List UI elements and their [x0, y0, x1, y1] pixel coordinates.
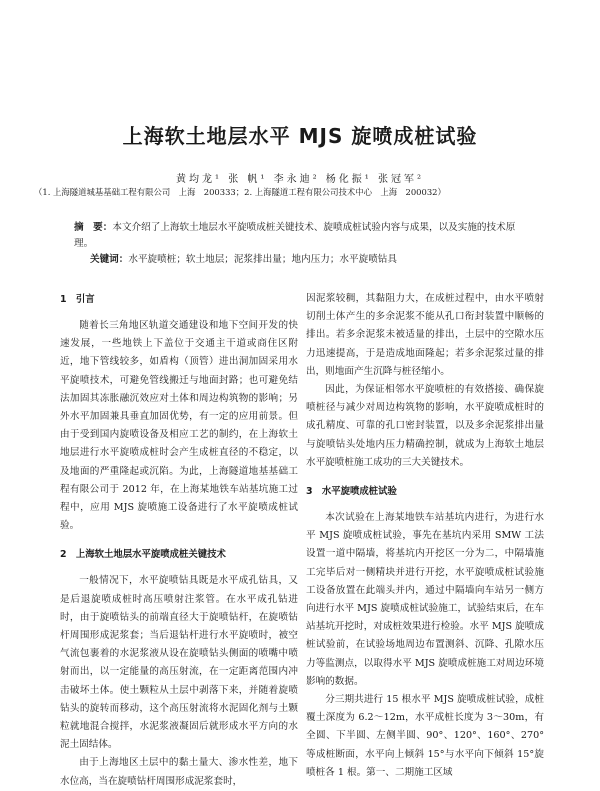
section-2-paragraph-3: 因此，为保证相邻水平旋喷桩的有效搭接、确保旋喷桩径与减少对周边构筑物的影响，水平旋喷成桩时的成孔精度、可靠的孔口密封装置，以及多余泥浆排出量与旋喷钻头处地内压力精确控制，就成为上海软土地层水平旋喷桩施工成功的三大关键技术。: [306, 384, 544, 468]
paper-title: 上海软土地层水平 MJS 旋喷成桩试验: [122, 124, 478, 148]
section-2-paragraph-2: 由于上海地区土层中的黏土量大、渗水性差，地下水位高，当在旋喷钻杆周围形成泥浆套时，: [60, 757, 298, 787]
section-3-paragraph-1: 本次试验在上海某地铁车站基坑内进行，为进行水平 MJS 旋喷成桩试验，事先在基坑内采用 SMW 工法设置一道中隔墙，将基坑内开挖区一分为二，中隔墙施工完毕后对一侧精块并进行开挖，水平旋喷成桩试验施工设备放置在此端头并内，通过中隔墙向车站另一侧方向进行水平 MJS 旋喷成桩试验施工，试验结束后，在车站基坑开挖时，对成桩效果进行检验。水平 MJS 旋喷成桩试验前，在试验场地周边布置测斜、沉降、孔隙水压力等监测点，以取得水平 MJS 旋喷成桩施工对周边环境影响的数据。: [306, 512, 544, 687]
author-list: 黄均龙¹ 张 帆¹ 李永迪² 杨化振¹ 张冠军²: [176, 174, 424, 185]
abstract: [74, 220, 534, 251]
section-2-heading: 2 上海软土地层水平旋喷成桩关键技术: [60, 549, 226, 561]
left-column: [60, 290, 298, 791]
abstract-label: 摘 要：: [74, 222, 113, 233]
section-2-continuation: 因泥浆较稠，其黏阻力大，在成桩过程中，由水平喷射切削土体产生的多余泥浆不能从孔口衔封装置中顺畅的排出。若多余泥浆未被适量的排出，土层中的空隙水压力迅速提高，于是造成地面隆起；若多余泥浆过量的排出，则地面产生沉降与桩径缩小。: [306, 293, 544, 377]
keywords-text: 水平旋喷桩；软土地层；泥浆排出量；地内压力；水平旋喷钻具: [128, 254, 397, 265]
section-3-heading: 3 水平旋喷成桩试验: [306, 486, 397, 498]
keywords-label: 关键词：: [90, 254, 129, 265]
right-column: [306, 290, 544, 782]
section-1-paragraph: 随着长三角地区轨道交通建设和地下空间开发的快速发展，一些地铁上下盖位于交通主干道或商住区附近，地下管线较多，如盾构（顶管）进出洞加固采用水平旋喷技术，可避免管线搬迁与地面封路；也可避免结法加固其冻胀融沉效应对土体和周边构筑物的影响；另外水平加固兼具垂直加固优势，有一定的应用前景。但由于受到国内旋喷设备及相应工艺的制约，在上海软土地层进行水平旋喷成桩时会产生成桩直径的不稳定，以及地面的严重隆起或沉陷。为此，上海隧道地基基础工程有限公司于 2012 年，在上海某地铁车站基坑施工过程中，应用 MJS 旋喷施工设备进行了水平旋喷成桩试验。: [60, 320, 298, 532]
keywords: [90, 252, 540, 267]
section-1-heading: 1 引言: [60, 294, 95, 305]
section-2-paragraph-1: 一般情况下，水平旋喷钻具既是水平成孔钻具，又是后退旋喷成桩时高压喷射注浆管。在水平成孔钻进时，由于旋喷钻头的前端直径大于旋喷钻杆，在旋喷钻杆周围形成泥浆套；当后退钻杆进行水平旋喷时，被空气流包裹着的水泥浆液从设在旋喷钻头侧面的喷嘴中喷射而出，以一定能量的高压射流，在一定距离范围内冲击破坏土体。使土颗粒从土层中剥落下来，并随着旋喷钻头的旋转而移动，这个高压射流将水泥固化剂与土颗粒就地混合搅拌，水泥浆液凝固后就形成水平方向的水泥土固结体。: [60, 575, 298, 751]
abstract-text: 本文介绍了上海软土地层水平旋喷成桩关键技术、旋喷成桩试验内容与成果，以及实施的技术原理。: [74, 222, 516, 249]
section-3-paragraph-2: 分三期共进行 15 根水平 MJS 旋喷成桩试验，成桩覆土深度为 6.2～12m，水平成桩长度为 3～30m，有全圆、下半圆、左侧半圆、90°、120°、160°、270°等成桩断面，水平向上倾斜 15°与水平向下倾斜 15°旋喷桩各 1 根。第一、二期施工区域: [306, 694, 544, 778]
affiliations: （1. 上海隧道城基基础工程有限公司 上海 200333；2. 上海隧道工程有限公司技术中心 上海 200032）: [34, 187, 446, 197]
